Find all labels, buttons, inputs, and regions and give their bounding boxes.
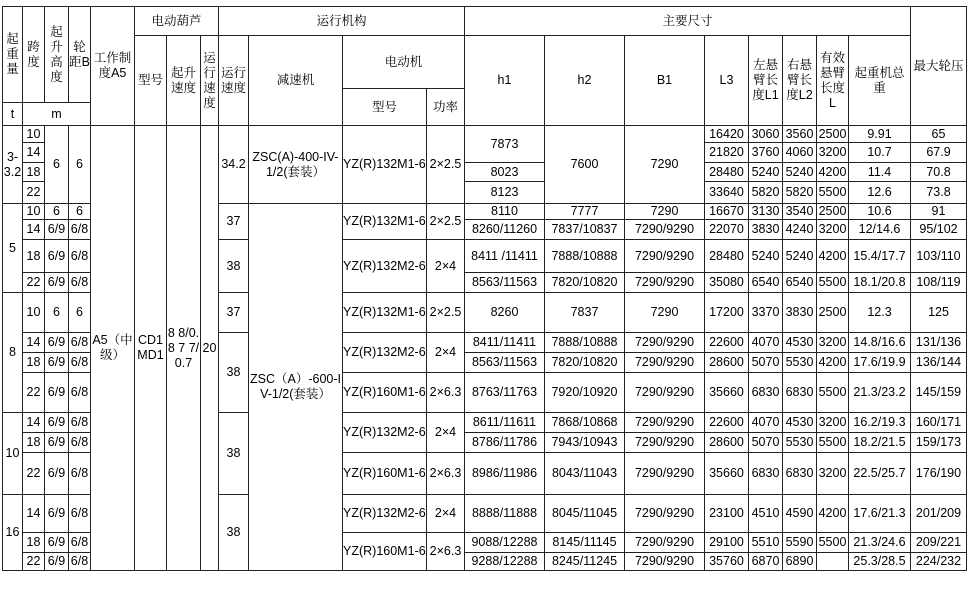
- l3-cell: 35760: [705, 553, 749, 571]
- h2-cell: 7943/10943: [545, 433, 625, 453]
- l1-cell: 3760: [749, 143, 783, 163]
- header-motor-power: 功率: [427, 89, 465, 126]
- wheelbase-cell: 6/8: [69, 373, 91, 413]
- motor-model-cell: YZ(R)160M1-6: [343, 533, 427, 571]
- wheelbase-cell: 6/8: [69, 353, 91, 373]
- l-cell: 2500: [817, 126, 849, 143]
- l1-cell: 3060: [749, 126, 783, 143]
- h2-cell: 8045/11045: [545, 495, 625, 533]
- h2-cell: 7868/10868: [545, 413, 625, 433]
- span-cell: 18: [23, 433, 45, 453]
- h1-cell: 8123: [465, 182, 545, 204]
- span-cell: 14: [23, 220, 45, 240]
- header-hoist-model: 型号: [135, 36, 167, 126]
- l-cell: 4200: [817, 240, 849, 273]
- weight-cell: 11.4: [849, 163, 911, 182]
- l2-cell: 3560: [783, 126, 817, 143]
- b1-cell: 7290: [625, 204, 705, 220]
- lift-speed-cell: 8 8/0.8 7 7/0.7: [167, 126, 201, 571]
- motor-model-cell: YZ(R)132M1-6: [343, 204, 427, 240]
- l1-cell: 4070: [749, 333, 783, 353]
- l3-cell: 22070: [705, 220, 749, 240]
- travel-speed-cell: 38: [219, 240, 249, 293]
- header-duty: 工作制度A5: [91, 7, 135, 126]
- header-motor-model: 型号: [343, 89, 427, 126]
- pressure-cell: 91: [911, 204, 967, 220]
- span-cell: 10: [23, 126, 45, 143]
- capacity-cell: 5: [3, 204, 23, 293]
- pressure-cell: 70.8: [911, 163, 967, 182]
- b1-cell: 7290/9290: [625, 533, 705, 553]
- weight-cell: 18.2/21.5: [849, 433, 911, 453]
- travel-speed-cell: 37: [219, 204, 249, 240]
- motor-power-cell: 2×2.5: [427, 293, 465, 333]
- h2-cell: 7837: [545, 293, 625, 333]
- l3-cell: 28480: [705, 240, 749, 273]
- h2-cell: 7888/10888: [545, 240, 625, 273]
- motor-power-cell: 2×4: [427, 333, 465, 373]
- motor-model-cell: YZ(R)132M1-6: [343, 126, 427, 204]
- span-cell: 22: [23, 273, 45, 293]
- motor-model-cell: YZ(R)132M1-6: [343, 293, 427, 333]
- l-cell: 3200: [817, 143, 849, 163]
- l1-cell: 5240: [749, 240, 783, 273]
- h1-cell: 8411/11411: [465, 333, 545, 353]
- header-h2: h2: [545, 36, 625, 126]
- lift-height-cell: 6/9: [45, 453, 69, 495]
- header-l: 有效悬臂长度L: [817, 36, 849, 126]
- l2-cell: 4060: [783, 143, 817, 163]
- span-cell: 14: [23, 413, 45, 433]
- l1-cell: 3130: [749, 204, 783, 220]
- motor-model-cell: YZ(R)132M2-6: [343, 413, 427, 453]
- pressure-cell: 95/102: [911, 220, 967, 240]
- wheelbase-cell: 6/8: [69, 453, 91, 495]
- lift-height-cell: 6/9: [45, 533, 69, 553]
- header-mechanism-group: 运行机构: [219, 7, 465, 36]
- h2-cell: 8145/11145: [545, 533, 625, 553]
- h1-cell: 9288/12288: [465, 553, 545, 571]
- wheelbase-cell: 6/8: [69, 413, 91, 433]
- b1-cell: 7290/9290: [625, 433, 705, 453]
- wheelbase-cell: 6/8: [69, 433, 91, 453]
- pressure-cell: 103/110: [911, 240, 967, 273]
- crane-spec-table: [2, 6, 967, 571]
- pressure-cell: 145/159: [911, 373, 967, 413]
- l1-cell: 6540: [749, 273, 783, 293]
- header-capacity: 起重量: [3, 7, 23, 103]
- span-cell: 22: [23, 453, 45, 495]
- l3-cell: 21820: [705, 143, 749, 163]
- weight-cell: 17.6/21.3: [849, 495, 911, 533]
- weight-cell: 9.91: [849, 126, 911, 143]
- l1-cell: 3370: [749, 293, 783, 333]
- wheelbase-cell: 6: [69, 126, 91, 204]
- h1-cell: 8260/11260: [465, 220, 545, 240]
- l1-cell: 3830: [749, 220, 783, 240]
- travel-speed-cell: 38: [219, 413, 249, 495]
- motor-power-cell: 2×6.3: [427, 533, 465, 571]
- h1-cell: 8023: [465, 163, 545, 182]
- header-l1: 左悬臂长度L1: [749, 36, 783, 126]
- header-dimensions-group: 主要尺寸: [465, 7, 911, 36]
- wheelbase-cell: 6/8: [69, 333, 91, 353]
- weight-cell: 22.5/25.7: [849, 453, 911, 495]
- l2-cell: 4530: [783, 413, 817, 433]
- l-cell: 4200: [817, 495, 849, 533]
- l2-cell: 6830: [783, 373, 817, 413]
- lift-height-cell: 6/9: [45, 220, 69, 240]
- l3-cell: 23100: [705, 495, 749, 533]
- l3-cell: 28600: [705, 433, 749, 453]
- b1-cell: 7290/9290: [625, 353, 705, 373]
- l-cell: 5500: [817, 433, 849, 453]
- span-cell: 18: [23, 533, 45, 553]
- header-travel-speed: 运行速度: [219, 36, 249, 126]
- header-max-wheel-pressure: 最大轮压: [911, 7, 967, 126]
- h2-cell: 7600: [545, 126, 625, 204]
- h1-cell: 8763/11763: [465, 373, 545, 413]
- header-motor-group: 电动机: [343, 36, 465, 89]
- motor-power-cell: 2×4: [427, 240, 465, 293]
- h2-cell: 7820/10820: [545, 273, 625, 293]
- h1-cell: 7873: [465, 126, 545, 163]
- lift-height-cell: 6/9: [45, 273, 69, 293]
- capacity-cell: 8: [3, 293, 23, 413]
- span-cell: 10: [23, 204, 45, 220]
- h1-cell: 9088/12288: [465, 533, 545, 553]
- span-cell: 22: [23, 373, 45, 413]
- l-cell: 2500: [817, 204, 849, 220]
- l-cell: 3200: [817, 220, 849, 240]
- pressure-cell: 131/136: [911, 333, 967, 353]
- pressure-cell: 125: [911, 293, 967, 333]
- l3-cell: 29100: [705, 533, 749, 553]
- hoist-model-cell: CD1 MD1: [135, 126, 167, 571]
- header-lift-height: 起升高度: [45, 7, 69, 103]
- lift-height-cell: 6/9: [45, 373, 69, 413]
- pressure-cell: 136/144: [911, 353, 967, 373]
- l3-cell: 33640: [705, 182, 749, 204]
- l-cell: 5500: [817, 533, 849, 553]
- motor-model-cell: YZ(R)132M2-6: [343, 240, 427, 293]
- l2-cell: 3540: [783, 204, 817, 220]
- b1-cell: 7290: [625, 126, 705, 204]
- l2-cell: 6890: [783, 553, 817, 571]
- l3-cell: 17200: [705, 293, 749, 333]
- pressure-cell: 159/173: [911, 433, 967, 453]
- l3-cell: 28600: [705, 353, 749, 373]
- l-cell: 3200: [817, 333, 849, 353]
- weight-cell: 21.3/23.2: [849, 373, 911, 413]
- h1-cell: 8260: [465, 293, 545, 333]
- travel-speed-cell: 37: [219, 293, 249, 333]
- motor-power-cell: 2×2.5: [427, 204, 465, 240]
- span-cell: 10: [23, 293, 45, 333]
- l3-cell: 22600: [705, 333, 749, 353]
- h2-cell: 7920/10920: [545, 373, 625, 413]
- lift-height-cell: 6: [45, 293, 69, 333]
- l2-cell: 4530: [783, 333, 817, 353]
- travel-speed-cell: 38: [219, 495, 249, 571]
- header-l3: L3: [705, 36, 749, 126]
- wheelbase-cell: 6: [69, 293, 91, 333]
- header-l2: 右悬臂长度L2: [783, 36, 817, 126]
- lift-height-cell: 6: [45, 204, 69, 220]
- capacity-cell: 3-3.2: [3, 126, 23, 204]
- pressure-cell: 201/209: [911, 495, 967, 533]
- l2-cell: 5530: [783, 433, 817, 453]
- motor-model-cell: YZ(R)132M2-6: [343, 495, 427, 533]
- header-b1: B1: [625, 36, 705, 126]
- b1-cell: 7290/9290: [625, 333, 705, 353]
- l-cell: 4200: [817, 163, 849, 182]
- h2-cell: 8043/11043: [545, 453, 625, 495]
- weight-cell: 15.4/17.7: [849, 240, 911, 273]
- pressure-cell: 108/119: [911, 273, 967, 293]
- h2-cell: 7777: [545, 204, 625, 220]
- h1-cell: 8563/11563: [465, 353, 545, 373]
- unit-m: m: [23, 103, 91, 126]
- h2-cell: 7837/10837: [545, 220, 625, 240]
- l1-cell: 6830: [749, 453, 783, 495]
- l-cell: 3200: [817, 413, 849, 433]
- l2-cell: 5820: [783, 182, 817, 204]
- pressure-cell: 65: [911, 126, 967, 143]
- motor-power-cell: 2×6.3: [427, 453, 465, 495]
- pressure-cell: 67.9: [911, 143, 967, 163]
- l3-cell: 28480: [705, 163, 749, 182]
- wheelbase-cell: 6/8: [69, 220, 91, 240]
- b1-cell: 7290/9290: [625, 413, 705, 433]
- l2-cell: 3830: [783, 293, 817, 333]
- lift-height-cell: 6: [45, 126, 69, 204]
- wheelbase-cell: 6/8: [69, 273, 91, 293]
- l3-cell: 22600: [705, 413, 749, 433]
- lift-height-cell: 6/9: [45, 433, 69, 453]
- h2-cell: 7820/10820: [545, 353, 625, 373]
- span-cell: 14: [23, 333, 45, 353]
- l1-cell: 6830: [749, 373, 783, 413]
- b1-cell: 7290/9290: [625, 273, 705, 293]
- motor-model-cell: YZ(R)132M2-6: [343, 333, 427, 373]
- l-cell: 5500: [817, 273, 849, 293]
- l1-cell: 5510: [749, 533, 783, 553]
- capacity-cell: 16: [3, 495, 23, 571]
- motor-model-cell: YZ(R)160M1-6: [343, 373, 427, 413]
- lift-height-cell: 6/9: [45, 240, 69, 273]
- lift-height-cell: 6/9: [45, 413, 69, 433]
- l3-cell: 35660: [705, 373, 749, 413]
- l2-cell: 4590: [783, 495, 817, 533]
- l2-cell: 6830: [783, 453, 817, 495]
- weight-cell: 10.6: [849, 204, 911, 220]
- weight-cell: 25.3/28.5: [849, 553, 911, 571]
- lift-height-cell: 6/9: [45, 495, 69, 533]
- l1-cell: 4070: [749, 413, 783, 433]
- l-cell: 2500: [817, 293, 849, 333]
- l-cell: 3200: [817, 453, 849, 495]
- h1-cell: 8888/11888: [465, 495, 545, 533]
- header-weight: 起重机总重: [849, 36, 911, 126]
- l1-cell: 4510: [749, 495, 783, 533]
- span-cell: 22: [23, 182, 45, 204]
- b1-cell: 7290/9290: [625, 220, 705, 240]
- l-cell: [817, 553, 849, 571]
- h2-cell: 8245/11245: [545, 553, 625, 571]
- wheelbase-cell: 6: [69, 204, 91, 220]
- weight-cell: 14.8/16.6: [849, 333, 911, 353]
- h1-cell: 8786/11786: [465, 433, 545, 453]
- l1-cell: 6870: [749, 553, 783, 571]
- l3-cell: 16420: [705, 126, 749, 143]
- duty-cell: A5（中级）: [91, 126, 135, 571]
- l1-cell: 5070: [749, 433, 783, 453]
- l-cell: 5500: [817, 182, 849, 204]
- pressure-cell: 73.8: [911, 182, 967, 204]
- wheelbase-cell: 6/8: [69, 240, 91, 273]
- h1-cell: 8411 /11411: [465, 240, 545, 273]
- b1-cell: 7290/9290: [625, 553, 705, 571]
- reducer-cell: ZSC（A）-600-IV-1/2(套装）: [249, 204, 343, 571]
- lift-height-cell: 6/9: [45, 333, 69, 353]
- l1-cell: 5070: [749, 353, 783, 373]
- weight-cell: 12.6: [849, 182, 911, 204]
- header-lift-speed: 起升速度: [167, 36, 201, 126]
- span-cell: 18: [23, 163, 45, 182]
- motor-power-cell: 2×2.5: [427, 126, 465, 204]
- span-cell: 14: [23, 143, 45, 163]
- lift-height-cell: 6/9: [45, 353, 69, 373]
- b1-cell: 7290/9290: [625, 453, 705, 495]
- travel-speed-cell: 38: [219, 333, 249, 413]
- header-wheelbase: 轮距B: [69, 7, 91, 103]
- h2-cell: 7888/10888: [545, 333, 625, 353]
- h1-cell: 8563/11563: [465, 273, 545, 293]
- l2-cell: 5240: [783, 163, 817, 182]
- l3-cell: 35080: [705, 273, 749, 293]
- pressure-cell: 209/221: [911, 533, 967, 553]
- unit-t: t: [3, 103, 23, 126]
- travel-speed-cell: 34.2: [219, 126, 249, 204]
- motor-power-cell: 2×6.3: [427, 373, 465, 413]
- h1-cell: 8611/11611: [465, 413, 545, 433]
- header-hoist-group: 电动葫芦: [135, 7, 219, 36]
- reducer-cell: ZSC(A)-400-IV-1/2(套装）: [249, 126, 343, 204]
- weight-cell: 12.3: [849, 293, 911, 333]
- wheelbase-cell: 6/8: [69, 553, 91, 571]
- pressure-cell: 176/190: [911, 453, 967, 495]
- l3-cell: 35660: [705, 453, 749, 495]
- l-cell: 4200: [817, 353, 849, 373]
- header-reducer: 减速机: [249, 36, 343, 126]
- weight-cell: 21.3/24.6: [849, 533, 911, 553]
- l3-cell: 16670: [705, 204, 749, 220]
- weight-cell: 10.7: [849, 143, 911, 163]
- span-cell: 22: [23, 553, 45, 571]
- weight-cell: 12/14.6: [849, 220, 911, 240]
- wheelbase-cell: 6/8: [69, 495, 91, 533]
- b1-cell: 7290: [625, 293, 705, 333]
- hoist-travel-speed-cell: 20: [201, 126, 219, 571]
- span-cell: 18: [23, 353, 45, 373]
- l2-cell: 5530: [783, 353, 817, 373]
- span-cell: 18: [23, 240, 45, 273]
- pressure-cell: 224/232: [911, 553, 967, 571]
- l-cell: 5500: [817, 373, 849, 413]
- span-cell: 14: [23, 495, 45, 533]
- l2-cell: 5240: [783, 240, 817, 273]
- motor-model-cell: YZ(R)160M1-6: [343, 453, 427, 495]
- header-hoist-travel-speed: 运行速度: [201, 36, 219, 126]
- header-h1: h1: [465, 36, 545, 126]
- l1-cell: 5820: [749, 182, 783, 204]
- b1-cell: 7290/9290: [625, 495, 705, 533]
- weight-cell: 18.1/20.8: [849, 273, 911, 293]
- l1-cell: 5240: [749, 163, 783, 182]
- b1-cell: 7290/9290: [625, 373, 705, 413]
- wheelbase-cell: 6/8: [69, 533, 91, 553]
- h1-cell: 8986/11986: [465, 453, 545, 495]
- h1-cell: 8110: [465, 204, 545, 220]
- b1-cell: 7290/9290: [625, 240, 705, 273]
- l2-cell: 4240: [783, 220, 817, 240]
- header-span: 跨度: [23, 7, 45, 103]
- l2-cell: 6540: [783, 273, 817, 293]
- motor-power-cell: 2×4: [427, 413, 465, 453]
- pressure-cell: 160/171: [911, 413, 967, 433]
- capacity-cell: 10: [3, 413, 23, 495]
- motor-power-cell: 2×4: [427, 495, 465, 533]
- weight-cell: 16.2/19.3: [849, 413, 911, 433]
- weight-cell: 17.6/19.9: [849, 353, 911, 373]
- lift-height-cell: 6/9: [45, 553, 69, 571]
- l2-cell: 5590: [783, 533, 817, 553]
